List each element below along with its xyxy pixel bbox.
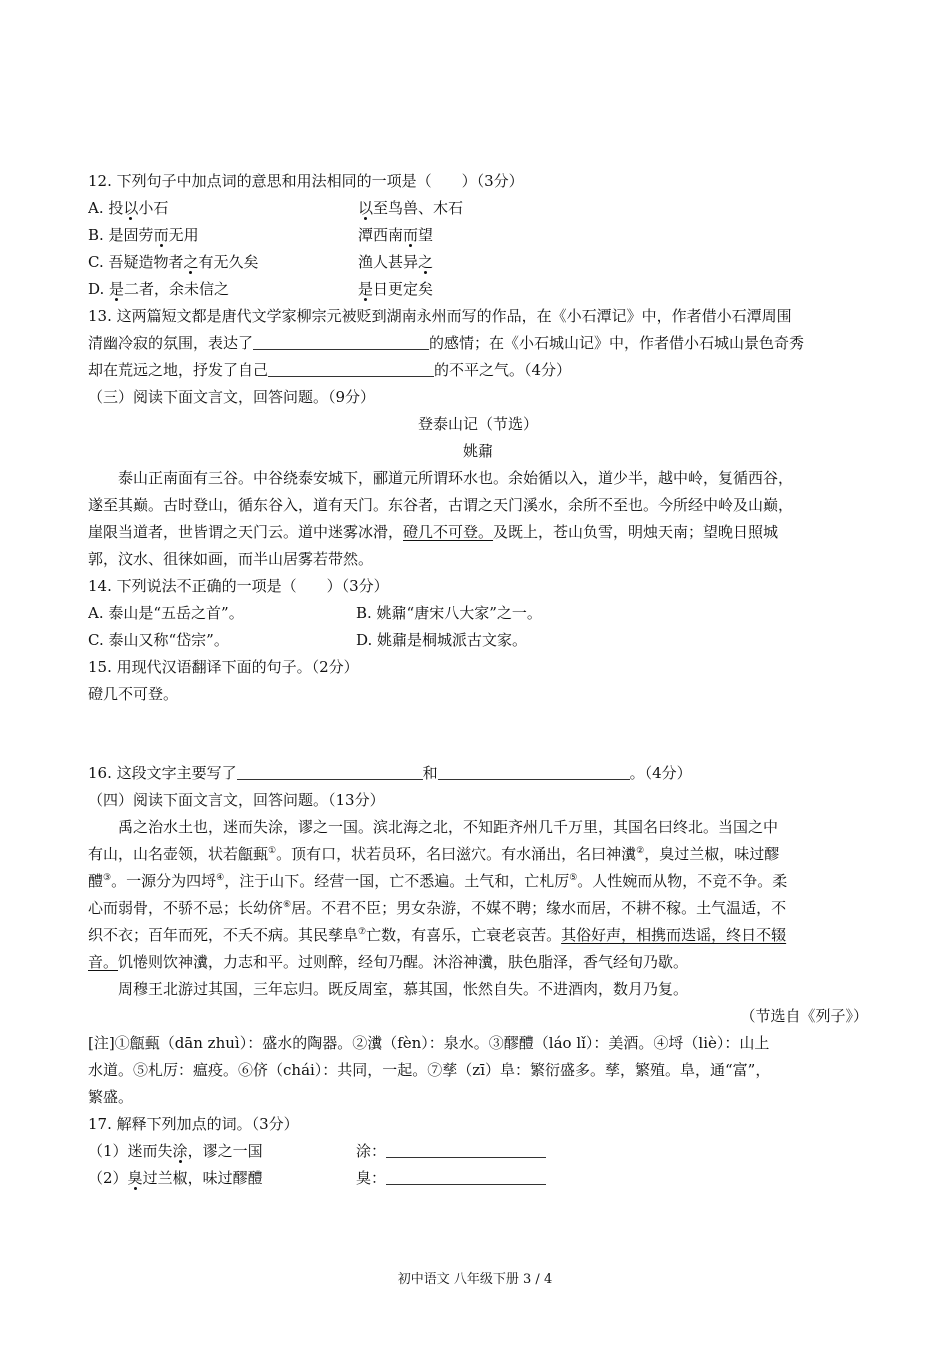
note-ref: ① bbox=[268, 846, 277, 856]
note-ref: ④ bbox=[216, 873, 225, 883]
q14-stem: 14. 下列说法不正确的一项是（ ）（3分） bbox=[88, 577, 389, 595]
dotted-word: 以 bbox=[123, 199, 139, 217]
q17-item-2: （2）臭过兰椒，味过醪醴 臭： bbox=[88, 1165, 868, 1192]
q12-option-b: B. 是固劳而无用 潭西南而望 bbox=[88, 226, 434, 244]
passage-line: 有山，山名壶领，状若甔甀①。顶有口，状若员环，名曰滋穴。有水涌出，名曰神瀵②，臭过兰椒，味过醪 bbox=[88, 845, 780, 863]
q15-stem: 15. 用现代汉语翻译下面的句子。（2分） bbox=[88, 658, 359, 676]
passage-title: 登泰山记（节选） bbox=[417, 415, 538, 433]
notes-line: 繁盛。 bbox=[88, 1088, 134, 1106]
q13-line-1: 13. 这两篇短文都是唐代文学家柳宗元被贬到湖南永州而写的作品，在《小石潭记》中，作者借小石潭周围 bbox=[88, 307, 792, 325]
q12-stem: 12. 下列句子中加点词的意思和用法相同的一项是（ ）（3分） bbox=[88, 172, 524, 190]
note-ref: ⑥ bbox=[283, 900, 292, 910]
section4-heading: （四）阅读下面文言文，回答问题。（13分） bbox=[88, 791, 385, 809]
q12-option-d: D. 是二者，余未信之 是日更定矣 bbox=[88, 280, 434, 298]
notes-line: 水道。⑤札厉：瘟疫。⑥侪（chái）：共同，一起。⑦孳（zī）阜：繁衍盛多。孳，繁殖。阜，通“富”， bbox=[88, 1061, 771, 1079]
passage-line: 音。饥惓则饮神瀵，力志和平。过则醉，经旬乃醒。沐浴神瀵，肤色脂泽，香气经旬乃歇。 bbox=[88, 953, 689, 971]
dotted-word: 之 bbox=[183, 253, 199, 271]
passage-source: （节选自《列子》） bbox=[740, 1007, 868, 1025]
note-ref: ③ bbox=[103, 873, 112, 883]
passage-line: 泰山正南面有三谷。中谷绕泰安城下，郦道元所谓环水也。余始循以入，道少半，越中岭，复循西谷， bbox=[118, 469, 794, 487]
q14-options-row-2: C. 泰山又称“岱宗”。 D. 姚鼐是桐城派古文家。 bbox=[88, 631, 528, 649]
answer-blank[interactable] bbox=[268, 358, 434, 377]
passage-line: 心而弱骨，不骄不忌；长幼侪⑥居。不君不臣；男女杂游，不媒不聘；缘水而居，不耕不稼。土气温适，不 bbox=[88, 899, 787, 917]
passage-line: 禹之治水土也，迷而失涂，谬之一国。滨北海之北，不知距齐州几千万里，其国名曰终北。当国之中 bbox=[118, 818, 779, 836]
passage-line: 织不衣；百年而死，不夭不病。其民孳阜⑦亡数，有喜乐，亡衰老哀苦。其俗好声，相携而迭谣，终日不辍 bbox=[88, 926, 787, 944]
answer-space[interactable] bbox=[88, 708, 868, 760]
q15-sentence: 磴几不可登。 bbox=[88, 685, 179, 703]
dotted-word: 是 bbox=[109, 280, 125, 298]
passage-line: 周穆王北游过其国，三年忘归。既反周室，慕其国，怅然自失。不进酒肉，数月乃复。 bbox=[118, 980, 689, 998]
dotted-word: 而 bbox=[153, 226, 169, 244]
answer-blank[interactable] bbox=[253, 331, 429, 350]
passage-line: 郭，汶水、徂徕如画，而半山居雾若带然。 bbox=[88, 550, 374, 568]
section3-heading: （三）阅读下面文言文，回答问题。（9分） bbox=[88, 388, 376, 406]
dotted-word: 涂 bbox=[172, 1142, 188, 1160]
dotted-word: 以 bbox=[358, 199, 374, 217]
q13-line-3: 却在荒远之地，抒发了自己 的不平之气。（4分） bbox=[88, 357, 868, 384]
q14-options-row-1: A. 泰山是“五岳之首”。 B. 姚鼐“唐宋八大家”之一。 bbox=[88, 604, 542, 622]
dotted-word: 之 bbox=[418, 253, 434, 271]
note-ref: ⑤ bbox=[569, 873, 578, 883]
q16-line: 16. 这段文字主要写了 和 。（4分） bbox=[88, 760, 868, 787]
q13-line-2: 清幽冷寂的氛围，表达了 的感情；在《小石城山记》中，作者借小石城山景色奇秀 bbox=[88, 330, 868, 357]
answer-blank[interactable] bbox=[386, 1139, 546, 1158]
answer-blank[interactable] bbox=[438, 761, 630, 780]
dotted-word: 是 bbox=[358, 280, 374, 298]
underlined-sentence: 其俗好声，相携而迭谣，终日不辍 bbox=[561, 926, 787, 944]
q17-item-1: （1）迷而失涂，谬之一国 涂： bbox=[88, 1138, 868, 1165]
answer-blank[interactable] bbox=[386, 1166, 546, 1185]
answer-blank[interactable] bbox=[237, 761, 423, 780]
passage-line: 遂至其巅。古时登山，循东谷入，道有天门。东谷者，古谓之天门溪水，余所不至也。今所经中岭及山巅， bbox=[88, 496, 794, 514]
dotted-word: 而 bbox=[403, 226, 419, 244]
q12-option-a: A. 投以小石 以至鸟兽、木石 bbox=[88, 199, 464, 217]
dotted-word: 臭 bbox=[127, 1169, 143, 1187]
exam-page bbox=[88, 168, 868, 1192]
underlined-sentence: 磴几不可登。 bbox=[403, 523, 494, 541]
q17-stem: 17. 解释下列加点的词。（3分） bbox=[88, 1115, 299, 1133]
note-ref: ② bbox=[636, 846, 645, 856]
page-footer: 初中语文 八年级下册 3 / 4 bbox=[397, 1272, 553, 1287]
q12-option-c: C. 吾疑造物者之有无久矣 渔人甚异之 bbox=[88, 253, 434, 271]
passage-line: 醴③。一源分为四埒④，注于山下。经营一国，亡不悉遍。土气和，亡札厉⑤。人性婉而从物，不竞不争。柔 bbox=[88, 872, 788, 890]
underlined-sentence: 音。 bbox=[88, 953, 119, 971]
note-ref: ⑦ bbox=[358, 927, 367, 937]
passage-line: 崖限当道者，世皆谓之天门云。道中迷雾冰滑，磴几不可登。及既上，苍山负雪，明烛天南；望晚日照城 bbox=[88, 523, 779, 541]
passage-author: 姚鼐 bbox=[462, 442, 493, 460]
notes-line: [注]①甔甀（dān zhuì）：盛水的陶器。②瀵（fèn）：泉水。③醪醴（láo lǐ）：美酒。④埒（liè）：山上 bbox=[88, 1034, 770, 1052]
